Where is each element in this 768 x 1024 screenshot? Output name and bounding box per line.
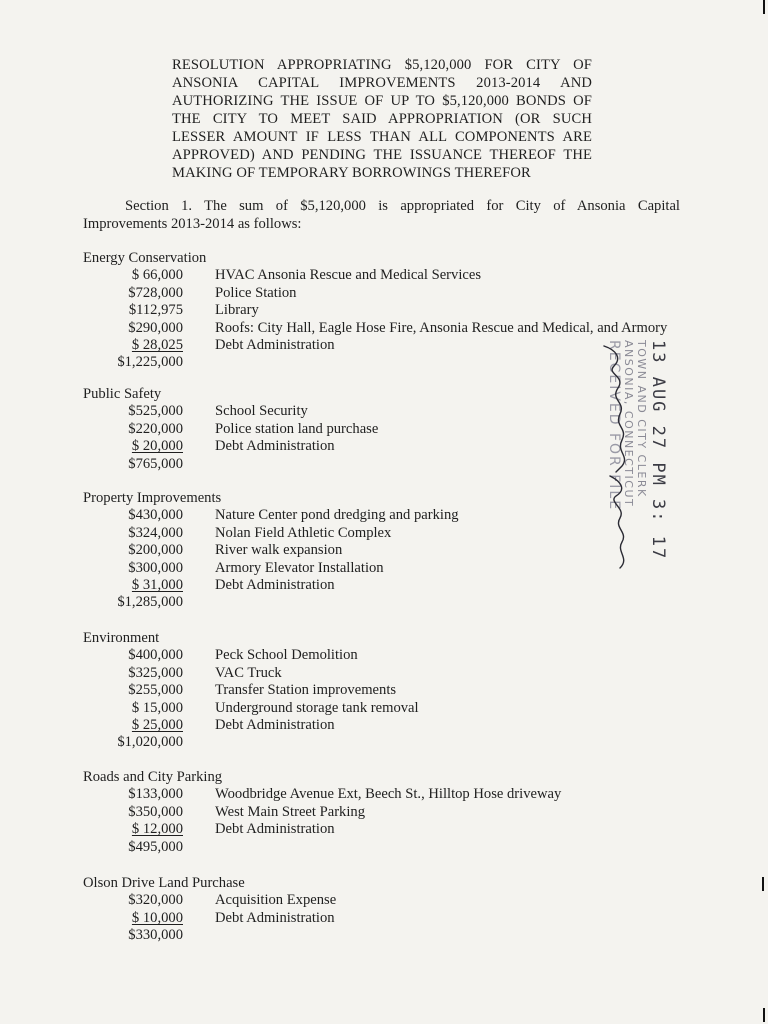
budget-group-roads-and-city-parking (83, 769, 643, 856)
amount: $255,000 (128, 682, 183, 699)
line-item (83, 786, 643, 803)
section-1-paragraph (83, 197, 680, 233)
group-title: Energy Conservation (83, 250, 207, 266)
line-item (83, 285, 703, 302)
group-total: $330,000 (128, 927, 183, 944)
line-item (83, 910, 583, 927)
amount: $112,975 (128, 302, 183, 319)
title-line: THE CITY TO MEET SAID APPROPRIATION (OR SUCH (172, 111, 592, 127)
description: Police Station (215, 284, 297, 301)
amount: $728,000 (128, 284, 183, 301)
description: Debt Administration (215, 716, 335, 733)
group-total: $495,000 (128, 838, 183, 855)
line-item (83, 804, 643, 821)
amount: $200,000 (128, 542, 183, 559)
amount: $ 15,000 (131, 699, 183, 716)
resolution-title (172, 56, 592, 182)
budget-group-environment (83, 630, 583, 752)
budget-group-olson-drive-land-purchase (83, 875, 583, 945)
budget-group-public-safety (83, 386, 583, 473)
group-total-row (83, 927, 583, 944)
title-line: LESSER AMOUNT IF LESS THAN ALL COMPONENTS ARE (172, 129, 592, 145)
line-item (83, 267, 703, 284)
amount: $ 10,000 (131, 909, 183, 926)
amount: $525,000 (128, 403, 183, 420)
title-line: RESOLUTION APPROPRIATING $5,120,000 FOR CITY OF (172, 57, 592, 73)
description: Underground storage tank removal (215, 699, 419, 716)
amount: $300,000 (128, 559, 183, 576)
section-line: Improvements 2013-2014 as follows: (83, 216, 302, 232)
amount: $ 66,000 (131, 267, 183, 284)
amount: $324,000 (128, 524, 183, 541)
line-item (83, 438, 583, 455)
group-title: Environment (83, 630, 160, 646)
line-item (83, 320, 703, 337)
description: Peck School Demolition (215, 647, 358, 664)
amount: $430,000 (128, 507, 183, 524)
amount: $400,000 (128, 647, 183, 664)
description: Debt Administration (215, 336, 335, 353)
group-total-row (83, 839, 643, 856)
line-item (83, 302, 703, 319)
group-title: Roads and City Parking (83, 769, 223, 785)
amount: $ 28,025 (131, 336, 183, 353)
description: Armory Elevator Installation (215, 559, 384, 576)
clerk-signature (596, 340, 636, 580)
description: HVAC Ansonia Rescue and Medical Services (215, 267, 482, 284)
description: Library (215, 302, 259, 319)
line-item (83, 421, 583, 438)
group-total: $1,225,000 (117, 354, 183, 371)
amount: $320,000 (128, 892, 183, 909)
description: Acquisition Expense (215, 892, 337, 909)
description: Roofs: City Hall, Eagle Hose Fire, Ansonia Rescue and Medical, and Armory (215, 319, 668, 336)
line-item (83, 542, 583, 559)
line-item (83, 682, 583, 699)
group-total-row (83, 734, 583, 751)
description: Woodbridge Avenue Ext, Beech St., Hilltop Hose driveway (215, 786, 562, 803)
group-total-row (83, 456, 583, 473)
amount: $ 25,000 (131, 716, 183, 733)
description: Nolan Field Athletic Complex (215, 524, 392, 541)
amount: $133,000 (128, 786, 183, 803)
description: West Main Street Parking (215, 803, 366, 820)
title-line: ANSONIA CAPITAL IMPROVEMENTS 2013-2014 AND (172, 75, 592, 91)
line-item (83, 892, 583, 909)
line-item (83, 560, 583, 577)
group-title: Olson Drive Land Purchase (83, 875, 245, 891)
line-item (83, 525, 583, 542)
stamp-date: 13 AUG 27 PM 3: 17 (648, 340, 668, 561)
line-item (83, 717, 583, 734)
budget-group-property-improvements (83, 490, 583, 612)
group-total: $1,020,000 (117, 734, 183, 751)
group-total: $765,000 (128, 455, 183, 472)
group-title: Property Improvements (83, 490, 222, 506)
description: Nature Center pond dredging and parking (215, 507, 459, 524)
group-title: Public Safety (83, 386, 162, 402)
edge-mark (762, 877, 764, 891)
description: River walk expansion (215, 542, 343, 559)
description: Debt Administration (215, 438, 335, 455)
amount: $350,000 (128, 803, 183, 820)
stamp-clerk: TOWN AND CITY CLERK (635, 340, 648, 498)
line-item (83, 821, 643, 838)
amount: $290,000 (128, 319, 183, 336)
description: Debt Administration (215, 821, 335, 838)
description: Police station land purchase (215, 420, 379, 437)
title-line: AUTHORIZING THE ISSUE OF UP TO $5,120,000 BONDS OF (172, 93, 592, 109)
section-line: Section 1. The sum of $5,120,000 is appropriated for City of Ansonia Capital (125, 198, 680, 214)
amount: $ 12,000 (131, 821, 183, 838)
line-item (83, 665, 583, 682)
amount: $ 20,000 (131, 438, 183, 455)
description: Transfer Station improvements (215, 682, 397, 699)
amount: $ 31,000 (131, 576, 183, 593)
stamp-received: RECEIVED FOR FILE (606, 340, 622, 512)
edge-mark (763, 1008, 765, 1022)
title-line: APPROVED) AND PENDING THE ISSUANCE THEREOF THE (172, 147, 592, 163)
edge-mark (763, 0, 765, 14)
line-item (83, 403, 583, 420)
title-line: MAKING OF TEMPORARY BORROWINGS THEREFOR (172, 165, 531, 181)
stamp-city: ANSONIA, CONNECTICUT (622, 340, 635, 508)
description: Debt Administration (215, 576, 335, 593)
group-total: $1,285,000 (117, 594, 183, 611)
line-item (83, 700, 583, 717)
amount: $220,000 (128, 420, 183, 437)
group-total-row (83, 594, 583, 611)
description: VAC Truck (215, 664, 282, 681)
amount: $325,000 (128, 664, 183, 681)
description: School Security (215, 403, 308, 420)
description: Debt Administration (215, 909, 335, 926)
line-item (83, 647, 583, 664)
line-item (83, 577, 583, 594)
line-item (83, 507, 583, 524)
